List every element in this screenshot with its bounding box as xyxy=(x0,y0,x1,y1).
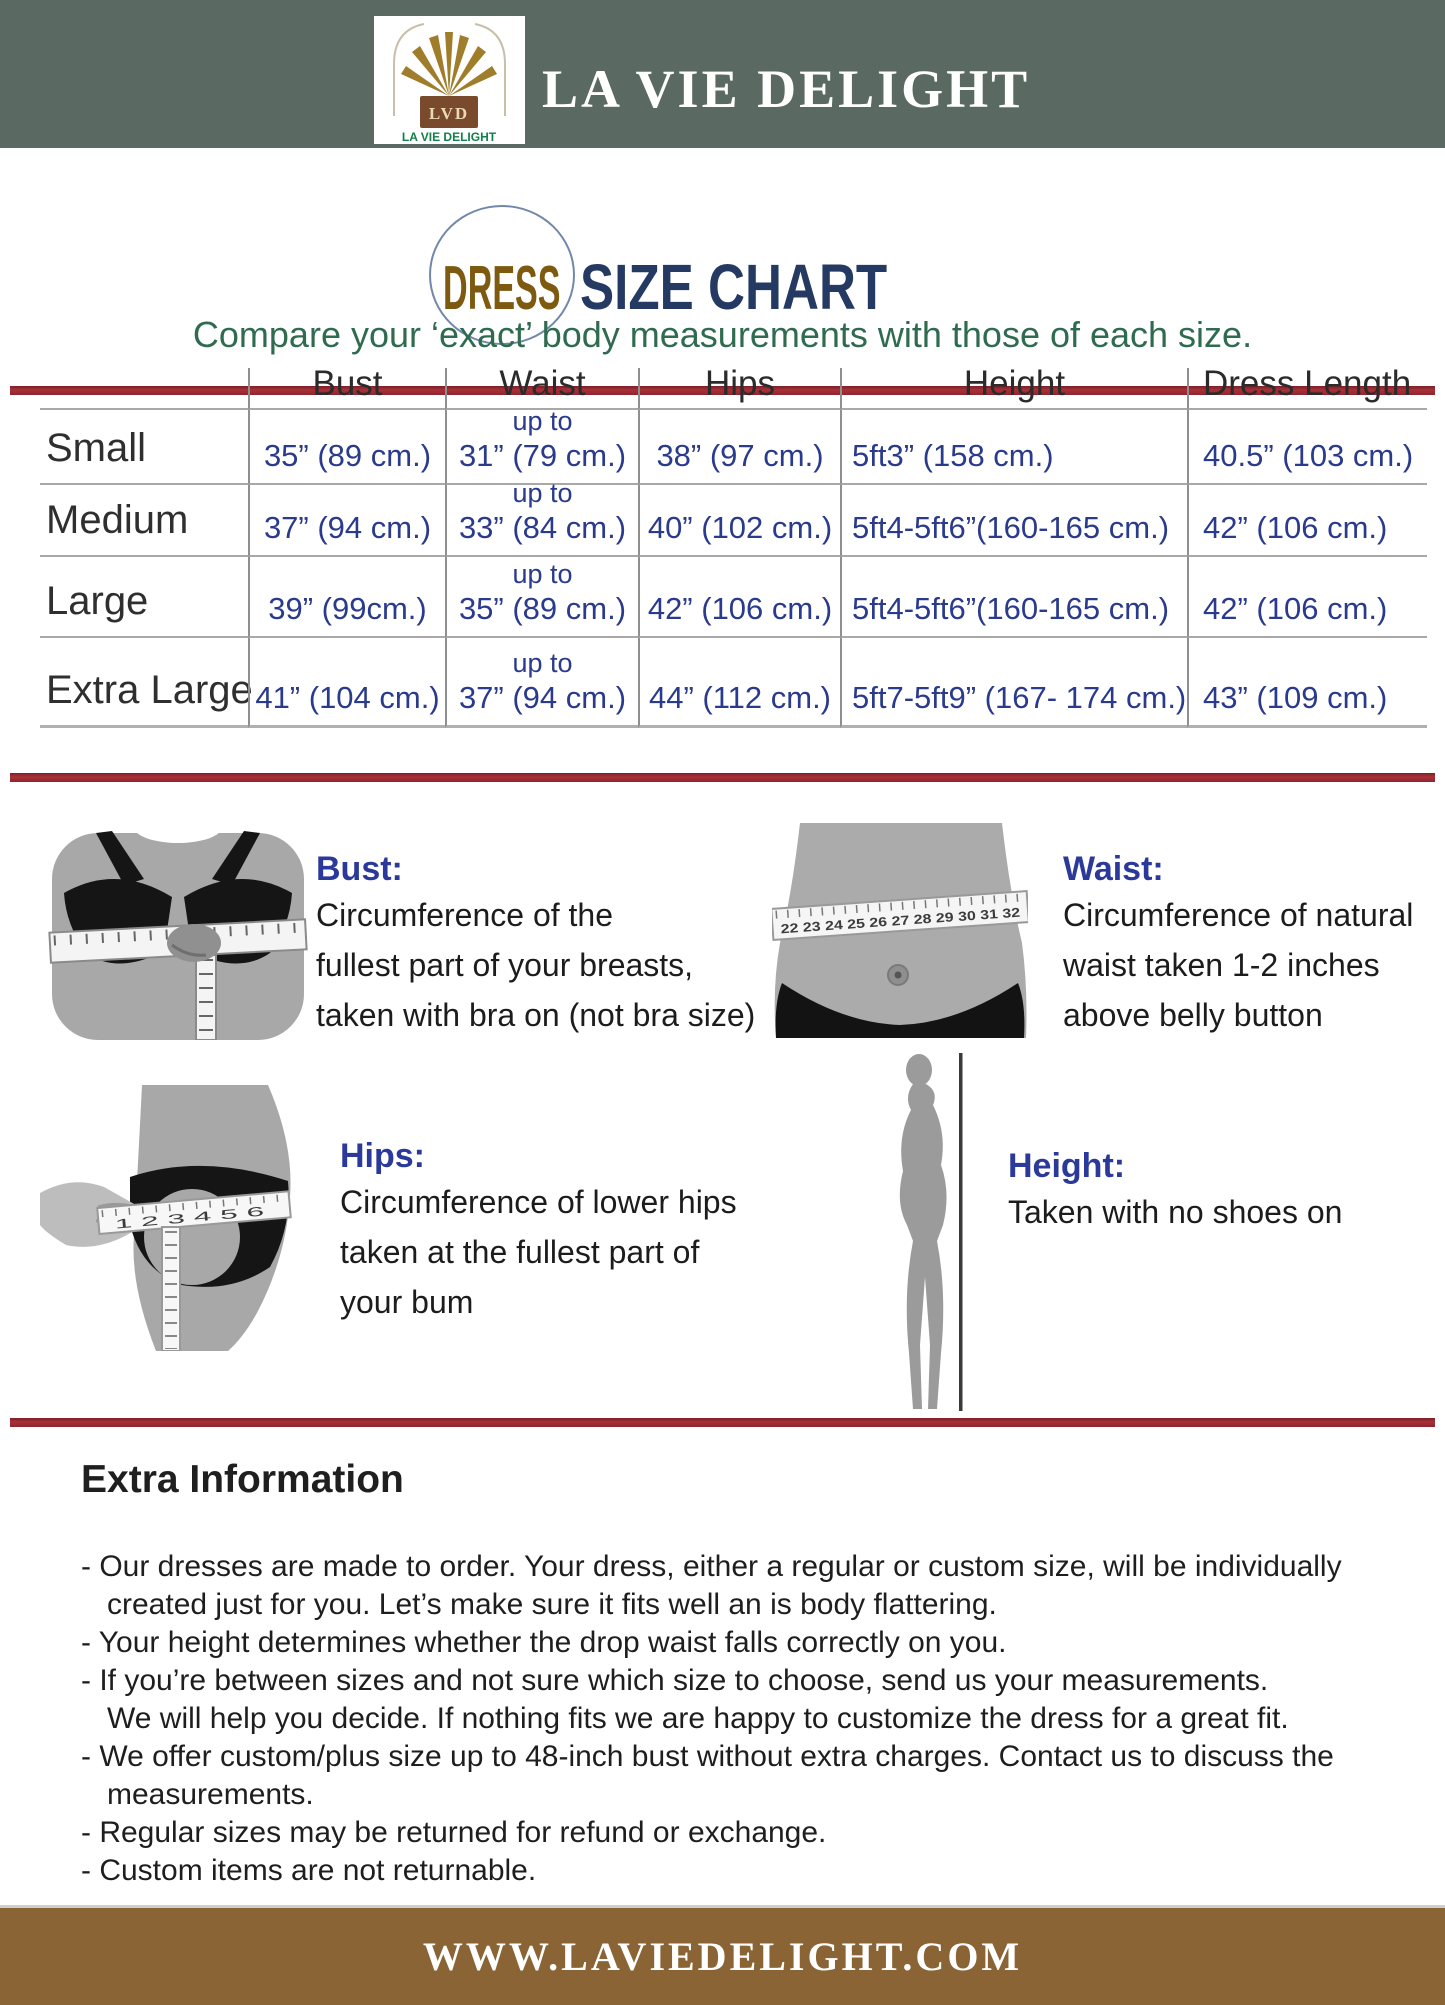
lvd-monogram: LVD xyxy=(428,104,470,123)
cell-small-dress-length: 40.5” (103 cm.) xyxy=(1187,410,1427,485)
hips-guide-text: Hips: Circumference of lower hips taken at the fullest part of your bum xyxy=(340,1137,737,1320)
bust-guide-label: Bust: xyxy=(316,850,403,888)
lvd-logo xyxy=(374,16,525,144)
waist-guide-label: Waist: xyxy=(1063,850,1164,888)
waist-tape-numbers: 22 23 24 25 26 27 28 29 30 31 32 xyxy=(780,907,976,937)
page-subtitle: Compare your ‘exact’ body measurements with those of each size. xyxy=(192,314,1253,355)
col-header-dress-length: Dress Length xyxy=(1187,368,1427,410)
footer-band xyxy=(0,1905,1445,2005)
row-label-small: Small xyxy=(40,410,248,485)
cell-xl-hips: 44” (112 cm.) xyxy=(638,638,840,728)
col-header-bust: Bust xyxy=(248,368,445,410)
col-header-waist: Waist xyxy=(445,368,638,410)
extra-info-line: - Regular sizes may be returned for refund or exchange. xyxy=(81,1816,827,1849)
hips-guide-label: Hips: xyxy=(340,1137,425,1175)
cell-medium-dress-length: 42” (106 cm.) xyxy=(1187,485,1427,557)
col-header-hips: Hips xyxy=(638,368,840,410)
cell-large-dress-length: 42” (106 cm.) xyxy=(1187,557,1427,638)
waist-guide-text: Waist: Circumference of natural waist taken 1-2 inches above belly button xyxy=(1063,850,1414,1033)
cell-small-waist: up to 31” (79 cm.) xyxy=(445,410,638,485)
extra-info-line: - Custom items are not returnable. xyxy=(81,1854,537,1887)
lvd-logo-graphic xyxy=(374,16,525,144)
extra-info-line: created just for you. Let’s make sure it fits well an is body flattering. xyxy=(107,1588,997,1621)
brand-title: LA VIE DELIGHT xyxy=(542,59,1031,119)
page-title: SIZE CHART xyxy=(580,251,888,323)
col-header-height: Height xyxy=(840,368,1187,410)
cell-medium-height: 5ft4-5ft6”(160-165 cm.) xyxy=(840,485,1187,557)
cell-large-bust: 39” (99cm.) xyxy=(248,557,445,638)
row-label-medium: Medium xyxy=(40,485,248,557)
cell-xl-height: 5ft7-5ft9” (167- 174 cm.) xyxy=(840,638,1187,728)
bust-guide-text: Bust: Circumference of the fullest part of your breasts, taken with bra on (not bra size) xyxy=(316,850,756,1033)
header-band xyxy=(0,0,1445,148)
extra-info-line: - Our dresses are made to order. Your dress, either a regular or custom size, will be individually xyxy=(81,1550,1342,1583)
cell-large-waist: up to 35” (89 cm.) xyxy=(445,557,638,638)
divider-bottom xyxy=(10,1418,1435,1427)
cell-xl-bust: 41” (104 cm.) xyxy=(248,638,445,728)
height-guide-text: Height: Taken with no shoes on xyxy=(1008,1147,1343,1230)
dress-badge-text: DRESS xyxy=(443,253,561,323)
row-label-large: Large xyxy=(40,557,248,638)
height-figure-illustration xyxy=(885,1053,967,1411)
footer-url: WWW.LAVIEDELIGHT.COM xyxy=(422,1934,1023,1979)
cell-small-height: 5ft3” (158 cm.) xyxy=(840,410,1187,485)
divider-middle xyxy=(10,773,1435,782)
cell-large-height: 5ft4-5ft6”(160-165 cm.) xyxy=(840,557,1187,638)
extra-info-line: - If you’re between sizes and not sure which size to choose, send us your measurements. xyxy=(81,1664,1269,1697)
waist-measure-illustration xyxy=(772,823,1028,1038)
bust-measure-illustration xyxy=(46,825,310,1040)
hips-tape-numbers: 1 2 3 4 5 6 xyxy=(114,1211,177,1232)
extra-info-line: measurements. xyxy=(107,1778,314,1811)
cell-small-bust: 35” (89 cm.) xyxy=(248,410,445,485)
cell-medium-hips: 40” (102 cm.) xyxy=(638,485,840,557)
cell-medium-bust: 37” (94 cm.) xyxy=(248,485,445,557)
logo-name-text: LA VIE DELIGHT xyxy=(401,130,497,144)
cell-xl-dress-length: 43” (109 cm.) xyxy=(1187,638,1427,728)
extra-info-line: We will help you decide. If nothing fits we are happy to customize the dress for a great fit. xyxy=(107,1702,1289,1735)
cell-xl-waist: up to 37” (94 cm.) xyxy=(445,638,638,728)
extra-info-line: - We offer custom/plus size up to 48-inch bust without extra charges. Contact us to discuss the xyxy=(81,1740,1334,1773)
row-label-extra-large: Extra Large xyxy=(40,638,248,728)
cell-medium-waist: up to 33” (84 cm.) xyxy=(445,485,638,557)
height-guide-label: Height: xyxy=(1008,1147,1126,1185)
size-chart-table xyxy=(40,364,1427,728)
cell-small-hips: 38” (97 cm.) xyxy=(638,410,840,485)
extra-info-line: - Your height determines whether the drop waist falls correctly on you. xyxy=(81,1626,1007,1659)
table-corner-cell xyxy=(40,368,248,410)
cell-large-hips: 42” (106 cm.) xyxy=(638,557,840,638)
extra-info-heading: Extra Information xyxy=(81,1458,404,1501)
extra-info-list xyxy=(81,1548,1342,1890)
fan-icon xyxy=(401,32,497,96)
hips-measure-illustration xyxy=(40,1085,330,1351)
